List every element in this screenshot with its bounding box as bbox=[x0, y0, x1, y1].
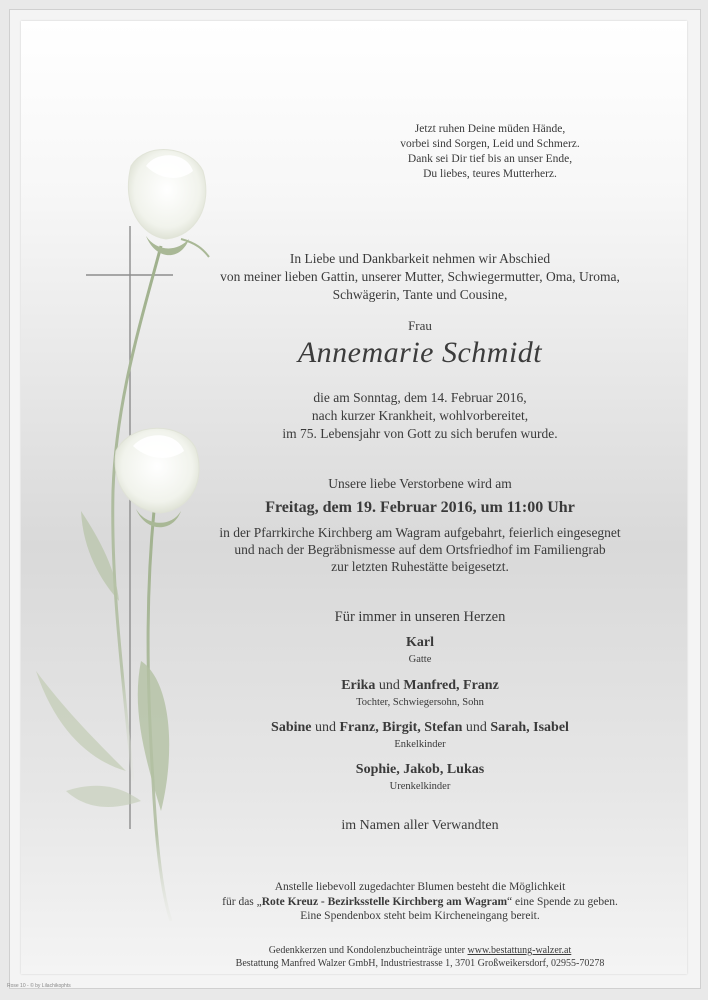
funeral-line: in der Pfarrkirche Kirchberg am Wagram aufgebahrt, feierlich eingesegnet bbox=[219, 525, 621, 540]
mourner-group bbox=[160, 761, 680, 793]
donation-line: Anstelle liebevoll zugedachter Blumen besteht die Möglichkeit bbox=[274, 881, 566, 893]
funeral-announce: Unsere liebe Verstorbene wird am bbox=[328, 476, 512, 491]
mourner-names: Sophie, Jakob, Lukas bbox=[355, 762, 485, 777]
mourner-names: Manfred, Franz bbox=[403, 678, 499, 693]
website-link[interactable]: www.bestattung-walzer.at bbox=[467, 945, 572, 956]
donation-line: für das „Rote Kreuz - Bezirksstelle Kirchberg am Wagram“ eine Spende zu geben. bbox=[222, 895, 618, 908]
connector-word: und bbox=[378, 678, 400, 693]
death-line: die am Sonntag, dem 14. Februar 2016, bbox=[313, 390, 527, 405]
mourners-heading: Für immer in unseren Herzen bbox=[334, 609, 506, 625]
mourner-group bbox=[160, 634, 680, 666]
donation-recipient: Rote Kreuz - Bezirksstelle Kirchberg am Wagram bbox=[261, 895, 508, 908]
death-line: nach kurzer Krankheit, wohlvorbereitet, bbox=[311, 408, 529, 423]
mourner-relation: Urenkelkinder bbox=[389, 780, 451, 792]
mourner-names: Franz, Birgit, Stefan bbox=[339, 720, 463, 735]
death-line: im 75. Lebensjahr von Gott zu sich berufen wurde. bbox=[282, 426, 558, 441]
mourner-group bbox=[160, 677, 680, 709]
mourner-group bbox=[160, 719, 680, 751]
image-credit: Rose 10 - © by Lilachikophts bbox=[7, 983, 71, 989]
poem-line: vorbei sind Sorgen, Leid und Schmerz. bbox=[400, 138, 580, 150]
salutation: Frau bbox=[408, 318, 432, 333]
footer-line: Gedenkkerzen und Kondolenzbucheinträge unter www.bestattung-walzer.at bbox=[268, 945, 572, 956]
mourner-relation: Tochter, Schwiegersohn, Sohn bbox=[356, 696, 484, 708]
mourner-relation: Gatte bbox=[408, 653, 432, 665]
funeral-date: Freitag, dem 19. Februar 2016, um 11:00 Uhr bbox=[265, 499, 575, 516]
poem-line: Du liebes, teures Mutterherz. bbox=[423, 168, 557, 180]
deceased-name: Annemarie Schmidt bbox=[297, 336, 543, 369]
death-notice bbox=[160, 389, 680, 443]
footer bbox=[160, 944, 680, 970]
mourner-names: Erika bbox=[341, 678, 376, 693]
funeral-line: zur letzten Ruhestätte beigesetzt. bbox=[331, 559, 509, 574]
intro-line: von meiner lieben Gattin, unserer Mutter, Schwiegermutter, Oma, Uroma, bbox=[220, 269, 620, 284]
mourner-names: Sabine bbox=[271, 720, 312, 735]
mourner-relation: Enkelkinder bbox=[394, 738, 446, 750]
intro-line: Schwägerin, Tante und Cousine, bbox=[332, 287, 508, 302]
funeral-line: und nach der Begräbnismesse auf dem Ortsfriedhof im Familiengrab bbox=[234, 542, 606, 557]
donation-line: Eine Spendenbox steht beim Kircheneingang bereit. bbox=[300, 910, 540, 922]
poem bbox=[310, 122, 670, 182]
closing-line: im Namen aller Verwandten bbox=[341, 818, 499, 833]
footer-address: Bestattung Manfred Walzer GmbH, Industriestrasse 1, 3701 Großweikersdorf, 02955-70278 bbox=[235, 958, 605, 969]
rose-top-icon bbox=[128, 150, 209, 257]
mourner-names: Karl bbox=[406, 635, 434, 650]
funeral-details bbox=[160, 524, 680, 575]
poem-line: Dank sei Dir tief bis an unser Ende, bbox=[407, 153, 573, 165]
poem-line: Jetzt ruhen Deine müden Hände, bbox=[414, 123, 566, 135]
connector-word: und bbox=[315, 720, 336, 735]
connector-word: und bbox=[465, 720, 487, 735]
mourner-names: Sarah, Isabel bbox=[490, 720, 569, 735]
intro-line: In Liebe und Dankbarkeit nehmen wir Abschied bbox=[289, 251, 551, 266]
donation-note bbox=[160, 880, 680, 924]
intro-text bbox=[160, 250, 680, 304]
